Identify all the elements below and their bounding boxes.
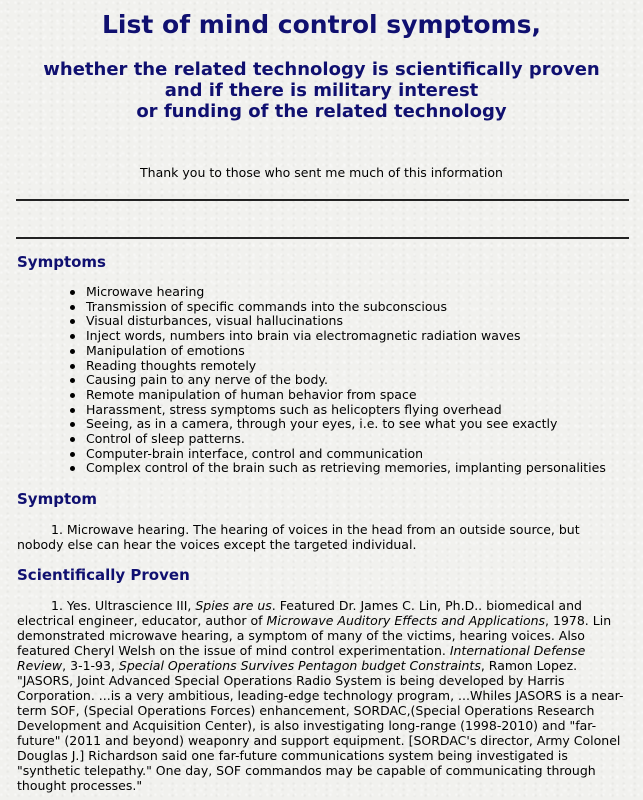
proven-text-2: . Featured Dr. James C. Lin, Ph.D.. biomedical and electrical engineer, educator, author of <box>17 598 582 629</box>
proven-paragraph <box>17 598 629 793</box>
list-item: Manipulation of emotions <box>86 344 643 359</box>
proven-text-5: , Ramon Lopez. "JASORS, Joint Advanced Special Operations Radio System is being developed by Harris Corporation. ...is a very ambitious, leading-edge technology program, ...Whiles JASORS is a near-term SOF, (Special Operations Forces) enhancement, SORDAC,(Special Operations Research Development and Acquisition Center), is also investigating long-range (1998-2010) and "far-future" (2011 and beyond) weaponry and support equipment. [SORDAC's director, Army Colonel Douglas J.] Richardson said one far-future communications system being investigated is "synthetic telepathy." One day, SOF commandos may be capable of communicating through thought processes." <box>17 658 624 794</box>
proven-italic-1: Spies are us <box>195 598 272 614</box>
proven-italic-4: Special Operations Survives Pentagon budget Constraints <box>118 658 481 674</box>
list-item: Remote manipulation of human behavior from space <box>86 388 643 403</box>
list-item: Transmission of specific commands into the subconscious <box>86 300 643 315</box>
proven-italic-3: International Defense Review <box>17 643 586 674</box>
section-heading-symptoms: Symptoms <box>17 253 106 271</box>
list-item: Inject words, numbers into brain via electromagnetic radiation waves <box>86 329 643 344</box>
symptoms-list <box>0 285 643 476</box>
list-item: Reading thoughts remotely <box>86 359 643 374</box>
page-title: List of mind control symptoms, <box>101 10 541 39</box>
proven-italic-2: Microwave Auditory Effects and Applications <box>266 613 546 629</box>
horizontal-rule-bottom <box>16 237 629 239</box>
list-item: Causing pain to any nerve of the body. <box>86 373 643 388</box>
horizontal-rule-top <box>16 199 629 201</box>
symptom-paragraph <box>17 522 629 552</box>
proven-text-1: 1. Yes. Ultrascience III, <box>51 598 196 614</box>
list-item: Computer-brain interface, control and communication <box>86 447 643 462</box>
subtitle-line-1: whether the related technology is scientifically proven <box>43 59 600 80</box>
symptom-text: 1. Microwave hearing. The hearing of voices in the head from an outside source, but nobody else can hear the voices except the targeted individual. <box>17 522 580 553</box>
list-item: Control of sleep patterns. <box>86 432 643 447</box>
proven-text-4: , 3-1-93, <box>62 658 119 674</box>
section-heading-symptom: Symptom <box>17 490 98 509</box>
list-item: Harassment, stress symptoms such as helicopters flying overhead <box>86 403 643 418</box>
thanks-note: Thank you to those who sent me much of this information <box>140 165 503 180</box>
page-subtitle <box>0 59 643 122</box>
list-item: Microwave hearing <box>86 285 643 300</box>
list-item: Complex control of the brain such as retrieving memories, implanting personalities <box>86 461 643 476</box>
proven-text-3: , 1978. Lin demonstrated microwave hearing, a symptom of many of the victims, hearing voices. Also featured Cheryl Welsh on the issue of mind control experimentation. <box>17 613 612 659</box>
subtitle-line-2: and if there is military interest <box>164 80 479 101</box>
section-heading-scientifically-proven: Scientifically Proven <box>17 566 190 585</box>
subtitle-line-3: or funding of the related technology <box>136 101 507 122</box>
list-item: Seeing, as in a camera, through your eyes, i.e. to see what you see exactly <box>86 417 643 432</box>
list-item: Visual disturbances, visual hallucinations <box>86 314 643 329</box>
